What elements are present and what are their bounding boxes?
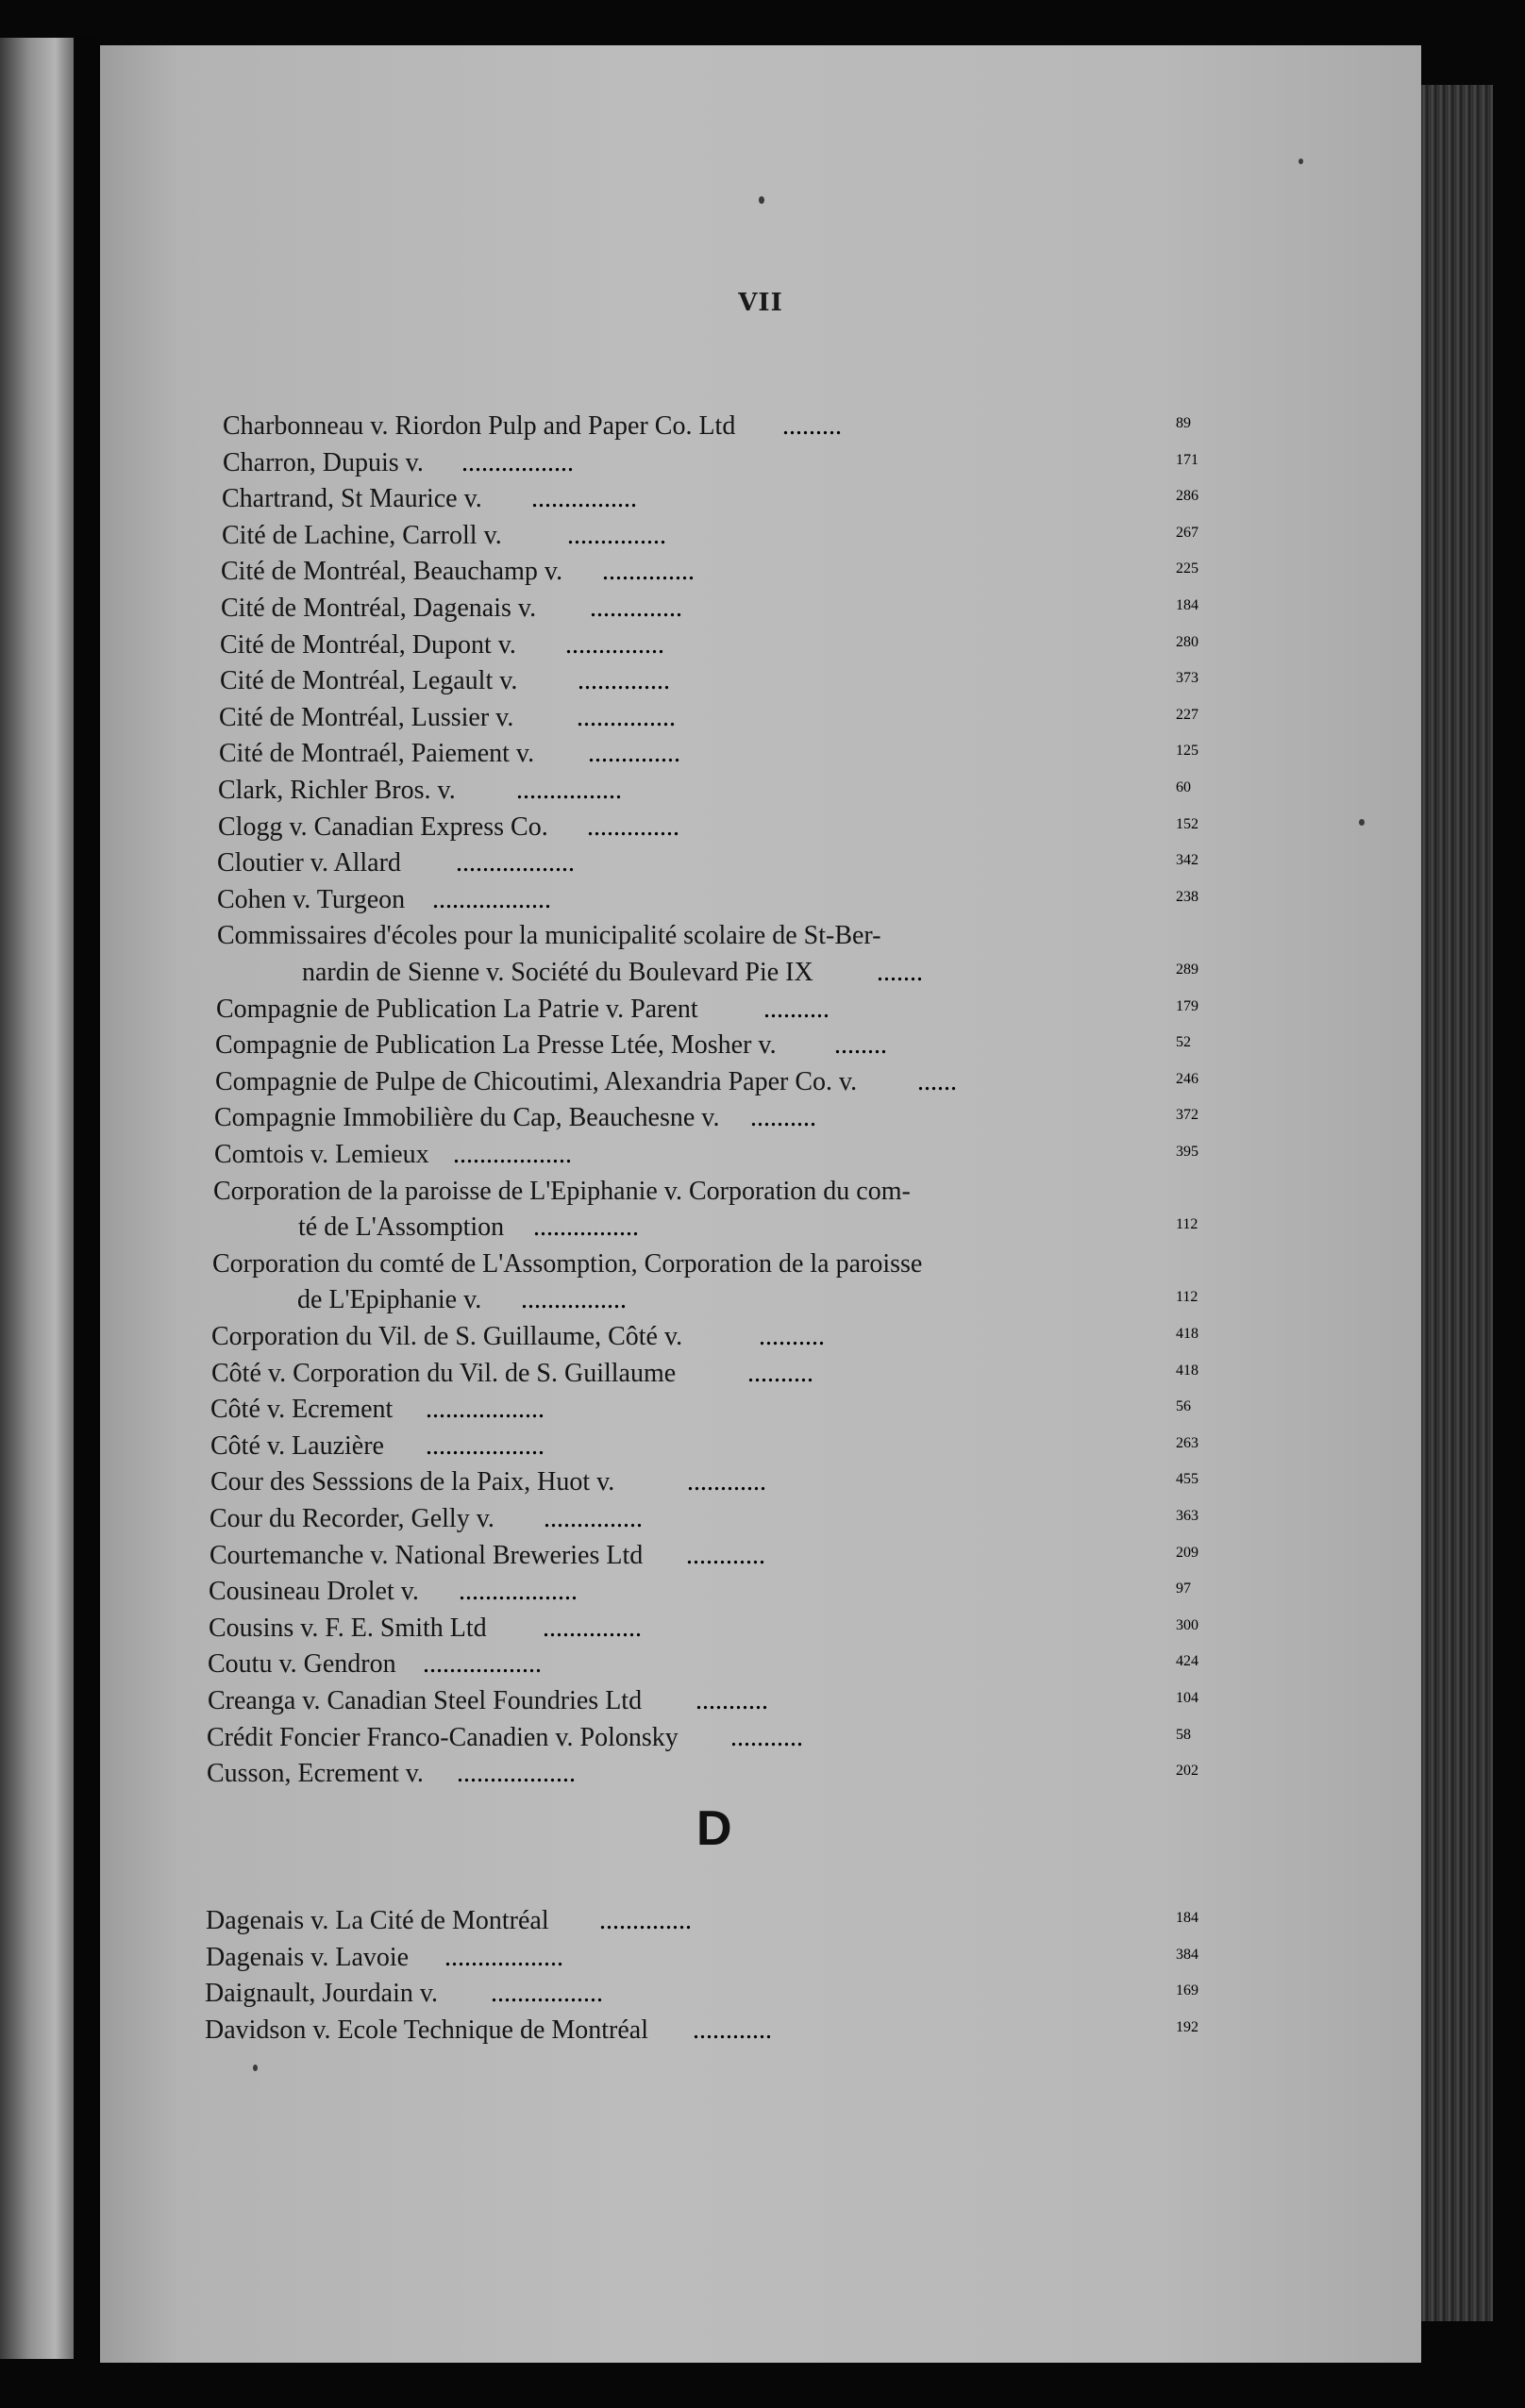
page-number: 58: [1176, 1727, 1191, 1743]
dot-leader: ................: [533, 1212, 639, 1242]
dot-leader: ..........: [759, 1322, 825, 1351]
page-number: 60: [1176, 779, 1191, 795]
entry-title: Cité de Montréal, Dagenais v.: [221, 594, 537, 623]
entry-title: Dagenais v. Lavoie: [206, 1943, 410, 1972]
dot-leader: ................: [516, 776, 622, 805]
entry-title: Cour des Sesssions de la Paix, Huot v.: [210, 1467, 615, 1497]
dot-leader: ..............: [587, 812, 679, 842]
entry-title: Compagnie de Publication La Patrie v. Parent: [216, 995, 698, 1024]
entry-title: Cohen v. Turgeon: [217, 885, 406, 914]
dot-leader: ................: [521, 1285, 627, 1314]
page-number: 112: [1176, 1216, 1198, 1232]
dot-leader: ..............: [590, 594, 682, 623]
entry-title: Cité de Montréal, Legault v.: [220, 666, 518, 695]
page-number: 418: [1176, 1326, 1198, 1342]
page-number: 184: [1176, 1910, 1198, 1926]
page-number: 97: [1176, 1580, 1191, 1597]
page-number: 152: [1176, 816, 1198, 832]
dot-leader: ...............: [567, 521, 666, 550]
dot-leader: ..................: [432, 885, 551, 914]
paper-speck: [253, 2065, 258, 2071]
page-number: 171: [1176, 452, 1198, 468]
paper-speck: [1299, 159, 1303, 164]
entry-continuation: nardin de Sienne v. Société du Boulevard Pie IX: [302, 958, 813, 987]
page-number: 227: [1176, 707, 1198, 723]
page-number: 179: [1176, 998, 1198, 1014]
dot-leader: ...........: [695, 1686, 768, 1715]
entry-title: Charbonneau v. Riordon Pulp and Paper Co. Ltd: [223, 411, 736, 441]
entry-title: Côté v. Corporation du Vil. de S. Guillaume: [211, 1359, 677, 1388]
left-page-edge: [0, 38, 74, 2359]
entry-title: Cité de Lachine, Carroll v.: [222, 521, 502, 550]
page-number: 192: [1176, 2019, 1198, 2035]
dot-leader: ..............: [578, 666, 670, 695]
entry-title: Cloutier v. Allard: [217, 848, 401, 878]
page-number: 125: [1176, 743, 1198, 759]
entry-title: Commissaires d'écoles pour la municipalité scolaire de St-Ber-: [217, 921, 881, 950]
entry-title: Davidson v. Ecole Technique de Montréal: [205, 2015, 649, 2045]
dot-leader: ..................: [426, 1431, 545, 1461]
entry-title: Cité de Montréal, Lussier v.: [219, 703, 514, 732]
entry-title: Cousins v. F. E. Smith Ltd: [209, 1614, 487, 1643]
page-number: 372: [1176, 1107, 1198, 1123]
dot-leader: ..............: [602, 557, 695, 586]
dot-leader: ..............: [599, 1906, 692, 1935]
dot-leader: ...........: [730, 1723, 803, 1752]
page-number: 300: [1176, 1617, 1198, 1633]
dot-leader: ......: [917, 1067, 957, 1096]
entry-title: Cousineau Drolet v.: [209, 1577, 419, 1606]
dot-leader: ..........: [763, 995, 830, 1024]
entry-title: Comtois v. Lemieux: [214, 1140, 429, 1169]
entry-title: Compagnie Immobilière du Cap, Beauchesne v.: [214, 1103, 720, 1132]
entry-title: Cité de Montréal, Beauchamp v.: [221, 557, 563, 586]
page-number: 52: [1176, 1034, 1191, 1050]
entry-title: Creanga v. Canadian Steel Foundries Ltd: [208, 1686, 643, 1715]
entry-title: Daignault, Jourdain v.: [205, 1979, 439, 2008]
dot-leader: ...............: [543, 1614, 642, 1643]
entry-continuation: té de L'Assomption: [298, 1212, 505, 1242]
page-number: 89: [1176, 415, 1191, 431]
page-number: 263: [1176, 1435, 1198, 1451]
page-number: 395: [1176, 1144, 1198, 1160]
entry-title: Dagenais v. La Cité de Montréal: [206, 1906, 549, 1935]
dot-leader: ..................: [456, 848, 575, 878]
page-number: 418: [1176, 1363, 1198, 1379]
book-gutter: [74, 38, 100, 2359]
page-number: 202: [1176, 1763, 1198, 1779]
dot-leader: ..................: [459, 1577, 578, 1606]
page-header: VII: [738, 289, 783, 317]
dot-leader: ............: [693, 2015, 772, 2045]
entry-title: Compagnie de Pulpe de Chicoutimi, Alexandria Paper Co. v.: [215, 1067, 858, 1096]
dot-leader: ................: [531, 484, 637, 513]
dot-leader: .......: [877, 958, 923, 987]
dot-leader: .........: [782, 411, 842, 441]
index-page: [100, 45, 1421, 2363]
entry-title: Clark, Richler Bros. v.: [218, 776, 456, 805]
dot-leader: ............: [687, 1467, 766, 1497]
paper-speck: [759, 196, 764, 204]
right-page-stack: [1421, 85, 1493, 2321]
entry-title: Côté v. Lauzière: [210, 1431, 384, 1461]
paper-speck: [1359, 819, 1365, 826]
dot-leader: ..........: [750, 1103, 816, 1132]
entry-continuation: de L'Epiphanie v.: [297, 1285, 482, 1314]
page-number: 104: [1176, 1690, 1198, 1706]
entry-title: Cité de Montréal, Dupont v.: [220, 630, 516, 660]
page-number: 56: [1176, 1398, 1191, 1414]
page-number: 280: [1176, 634, 1198, 650]
dot-leader: ..................: [457, 1759, 576, 1788]
dot-leader: ..............: [588, 739, 680, 768]
page-number: 267: [1176, 525, 1198, 541]
page-number: 289: [1176, 962, 1198, 978]
page-number: 363: [1176, 1508, 1198, 1524]
entry-title: Cité de Montraél, Paiement v.: [219, 739, 535, 768]
dot-leader: ...............: [577, 703, 676, 732]
entry-title: Cusson, Ecrement v.: [207, 1759, 424, 1788]
page-number: 286: [1176, 488, 1198, 504]
dot-leader: .................: [491, 1979, 603, 2008]
dot-leader: ...............: [565, 630, 664, 660]
page-number: 209: [1176, 1545, 1198, 1561]
page-number: 238: [1176, 889, 1198, 905]
entry-title: Corporation de la paroisse de L'Epiphanie v. Corporation du com-: [213, 1177, 911, 1206]
section-letter: D: [696, 1801, 732, 1856]
page-number: 373: [1176, 670, 1198, 686]
page-number: 384: [1176, 1947, 1198, 1963]
dot-leader: ..................: [453, 1140, 572, 1169]
dot-leader: ..........: [747, 1359, 813, 1388]
entry-title: Compagnie de Publication La Presse Ltée, Mosher v.: [215, 1030, 777, 1060]
entry-title: Corporation du comté de L'Assomption, Corporation de la paroisse: [212, 1249, 923, 1279]
entry-title: Courtemanche v. National Breweries Ltd: [209, 1541, 644, 1570]
page-number: 169: [1176, 1982, 1198, 1998]
dot-leader: ..................: [444, 1943, 563, 1972]
dot-leader: ..................: [423, 1649, 542, 1679]
dot-leader: ..................: [426, 1395, 545, 1424]
page-number: 246: [1176, 1071, 1198, 1087]
entry-title: Cour du Recorder, Gelly v.: [209, 1504, 494, 1533]
dot-leader: ...............: [544, 1504, 643, 1533]
entry-title: Clogg v. Canadian Express Co.: [218, 812, 548, 842]
dot-leader: ............: [686, 1541, 765, 1570]
page-number: 184: [1176, 597, 1198, 613]
page-number: 112: [1176, 1289, 1198, 1305]
dot-leader: ........: [834, 1030, 887, 1060]
entry-title: Côté v. Ecrement: [210, 1395, 394, 1424]
entry-title: Chartrand, St Maurice v.: [222, 484, 482, 513]
entry-title: Crédit Foncier Franco-Canadien v. Polonsky: [207, 1723, 679, 1752]
page-number: 455: [1176, 1471, 1198, 1487]
page-number: 342: [1176, 852, 1198, 868]
dot-leader: .................: [461, 448, 574, 477]
entry-title: Coutu v. Gendron: [208, 1649, 396, 1679]
page-number: 225: [1176, 560, 1198, 577]
entry-title: Corporation du Vil. de S. Guillaume, Côté v.: [211, 1322, 683, 1351]
entry-title: Charron, Dupuis v.: [223, 448, 424, 477]
page-number: 424: [1176, 1653, 1198, 1669]
